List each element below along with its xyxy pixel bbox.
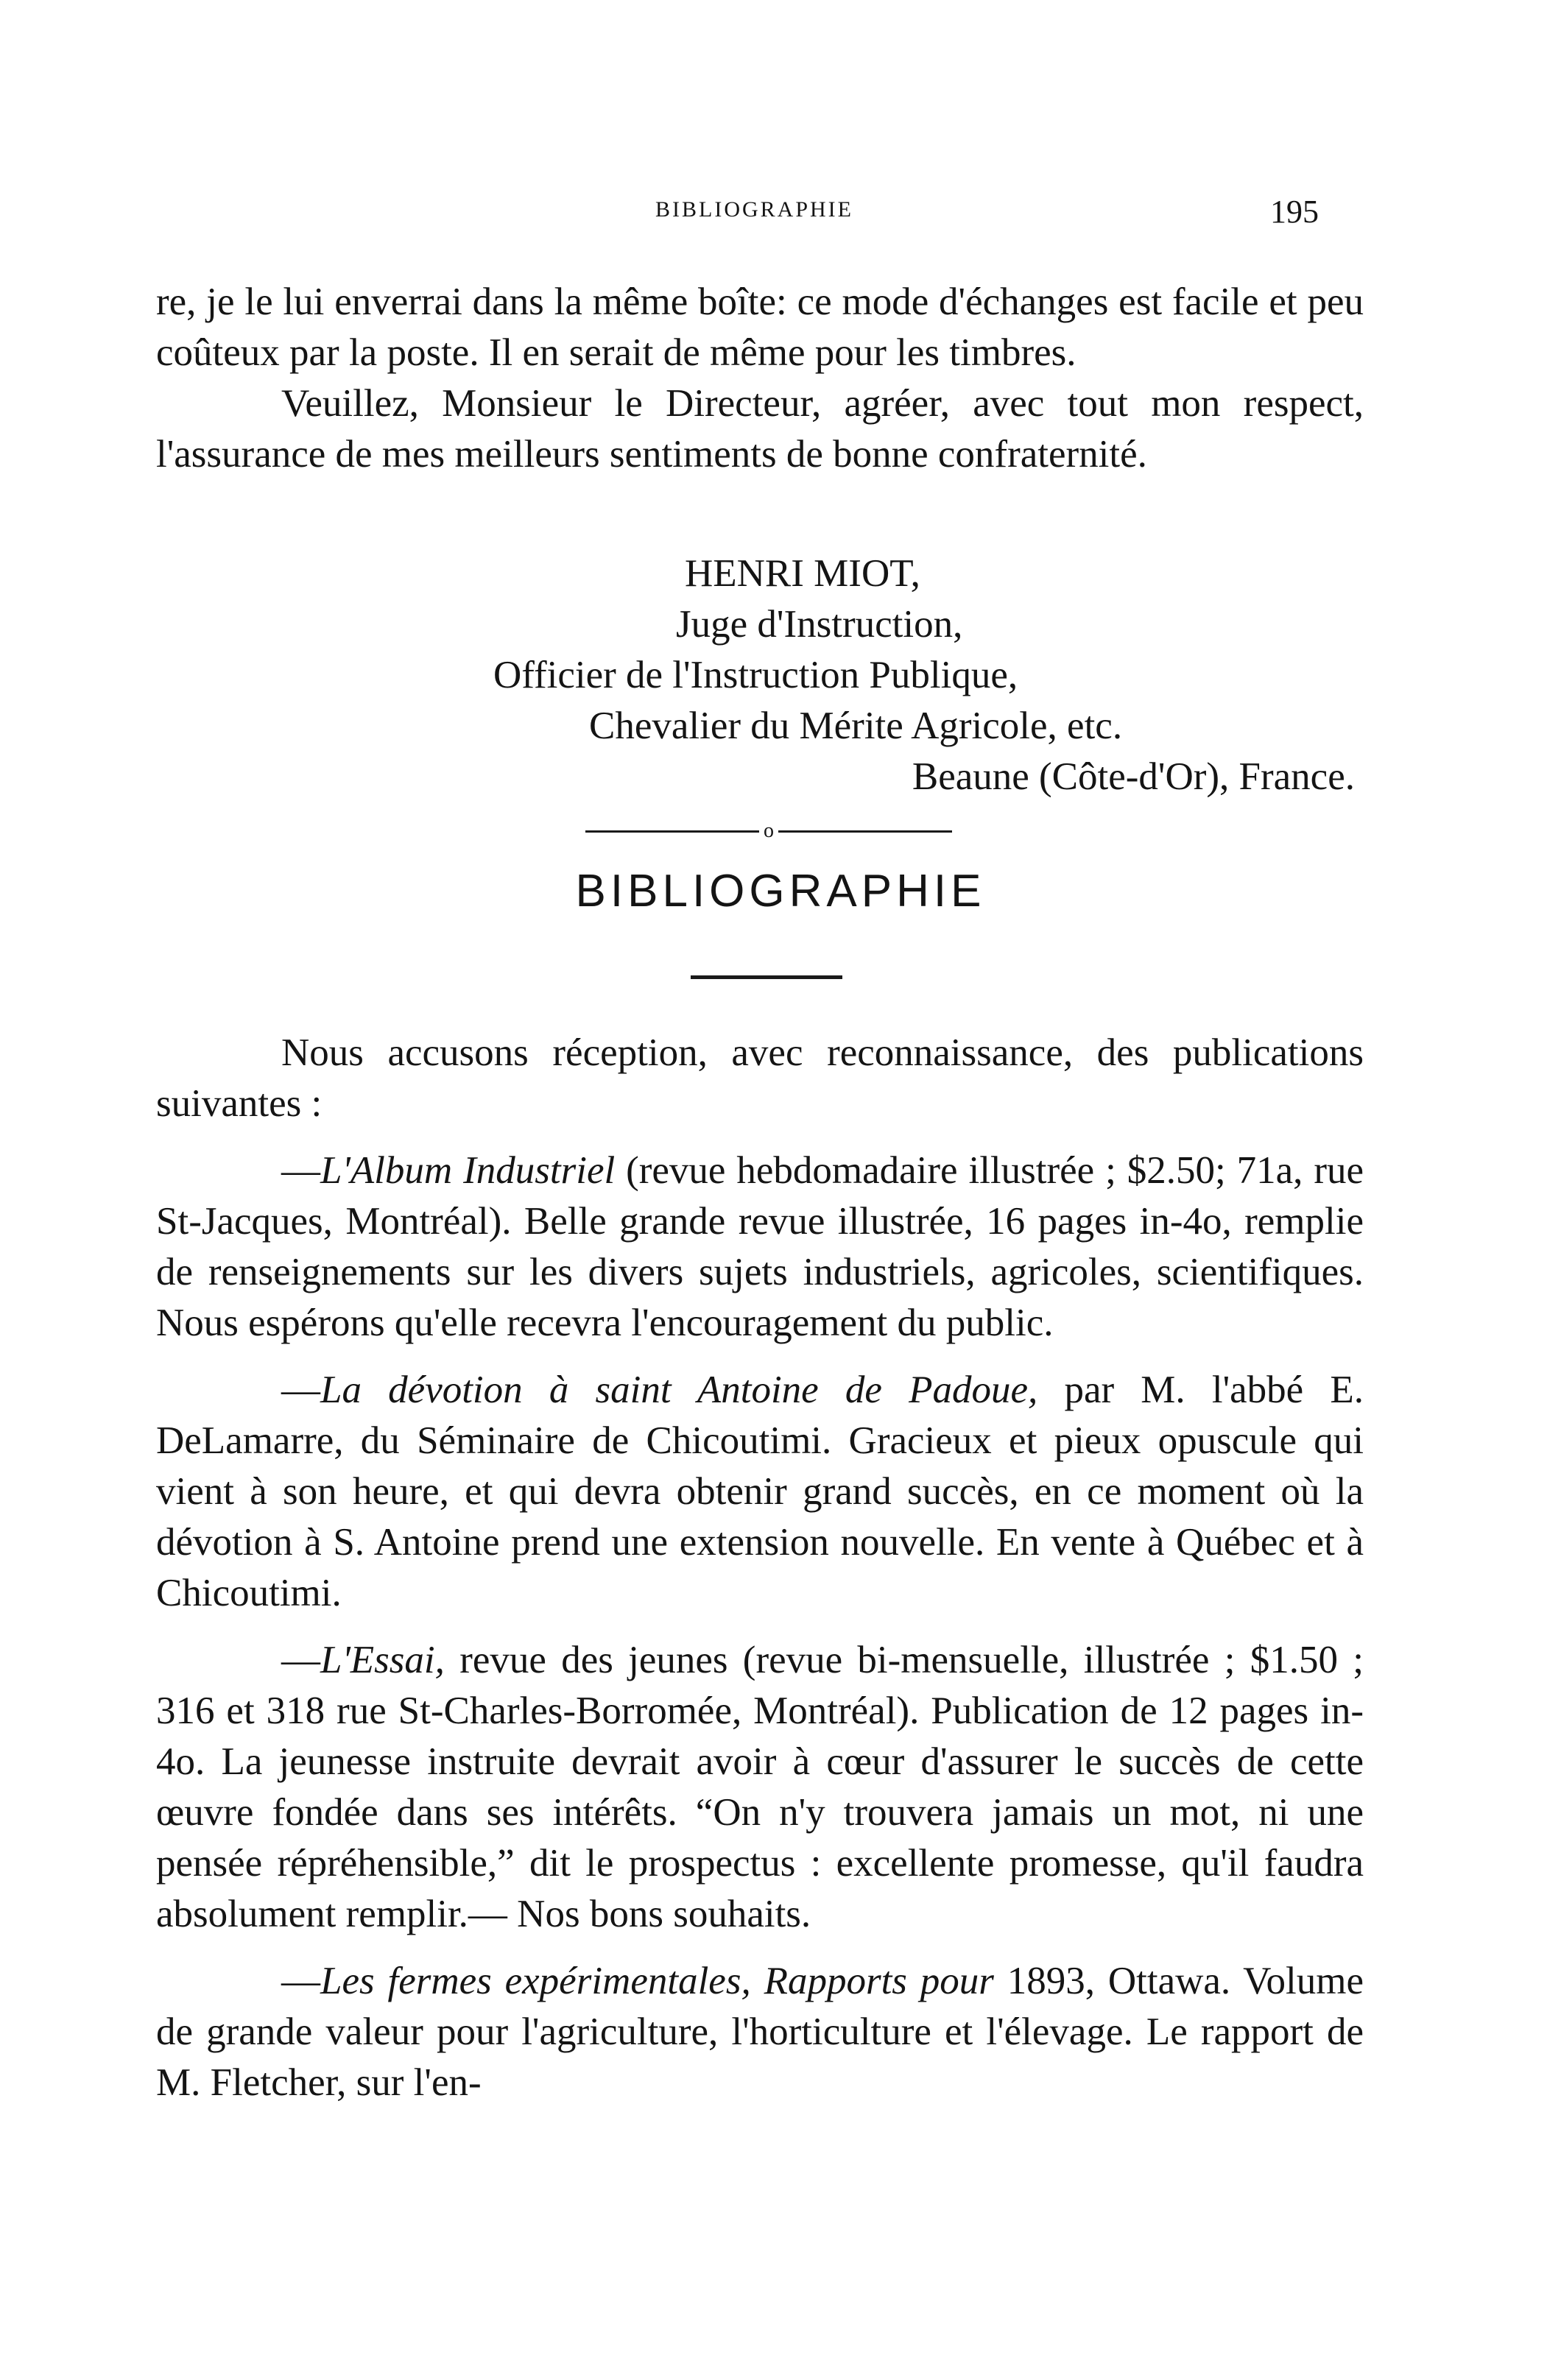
entry-text: 1893, Ottawa. Volume de grande valeur pour l'agriculture, l'horticulture et l'élevage. Le rapport de M. Fletcher, sur l'en- (156, 1960, 1364, 2104)
bibliography-entry (156, 1365, 1364, 1619)
signature-name: HENRI MIOT, (685, 552, 920, 595)
title-rule (691, 975, 842, 979)
entry-text: (revue hebdomadaire illustrée ; $2.50; 71a, rue St-Jacques, Montréal). Belle grande revue illustrée, 16 pages in-4o, remplie de renseignements sur les divers sujets industriels, agricoles, scientifiques. Nous espérons qu'elle recevra l'encouragement du public. (156, 1149, 1364, 1344)
bibliography-entry (156, 1956, 1364, 2108)
bibliography-body (156, 1028, 1364, 2125)
entry-title: Les fermes expérimentales, Rapports pour (320, 1960, 994, 2002)
entry-dash: — (281, 1149, 320, 1192)
entry-title: L'Essai, (320, 1639, 445, 1681)
section-title: BIBLIOGRAPHIE (575, 866, 986, 917)
running-head (0, 193, 1561, 237)
bibliography-entry (156, 1635, 1364, 1940)
page-number: 195 (1270, 194, 1319, 230)
section-separator (585, 820, 952, 842)
entry-dash: — (281, 1960, 320, 2002)
separator-mark: o (764, 819, 774, 842)
signature-title: Officier de l'Instruction Publique, (493, 654, 1018, 696)
entry-dash: — (281, 1639, 320, 1681)
separator-rule (778, 830, 952, 833)
entry-title: L'Album Industriel (320, 1149, 616, 1192)
entry-dash: — (281, 1369, 320, 1411)
entry-text: par M. l'abbé E. DeLamarre, du Séminaire de Chicoutimi. Gracieux et pieux opuscule qui vient à son heure, et qui devra obtenir grand succès, en ce moment où la dévotion à S. Antoine prend une extension nouvelle. En vente à Québec et à Chicoutimi. (156, 1369, 1364, 1614)
separator-rule (585, 830, 759, 833)
entry-title: La dévotion à saint Antoine de Padoue, (320, 1369, 1038, 1411)
intro-paragraph: Nous accusons réception, avec reconnaissance, des publications suivantes : (156, 1031, 1364, 1125)
entry-text: revue des jeunes (revue bi-mensuelle, illustrée ; $1.50 ; 316 et 318 rue St-Charles-Borromée, Montréal). Publication de 12 pages in-4o. La jeunesse instruite devrait avoir à cœur d'assurer le succès de cette œuvre fondée dans ses intérêts. “On n'y trouvera jamais un mot, ni une pensée répréhensible,” dit le prospectus : excellente promesse, qu'il faudra absolument remplir.— Nos bons souhaits. (156, 1639, 1364, 1935)
letter-closing (156, 277, 1364, 480)
signature-place: Beaune (Côte-d'Or), France. (912, 755, 1355, 798)
signature-title: Chevalier du Mérite Agricole, etc. (589, 705, 1123, 747)
bibliography-entry (156, 1145, 1364, 1349)
letter-paragraph: re, je le lui enverrai dans la même boîte: ce mode d'échanges est facile et peu coûteux par la poste. Il en serait de même pour les timbres. (156, 280, 1364, 374)
running-head-title: BIBLIOGRAPHIE (655, 197, 853, 222)
letter-paragraph: Veuillez, Monsieur le Directeur, agréer, avec tout mon respect, l'assurance de mes meilleurs sentiments de bonne confraternité. (156, 382, 1364, 476)
signature-title: Juge d'Instruction, (676, 603, 963, 646)
